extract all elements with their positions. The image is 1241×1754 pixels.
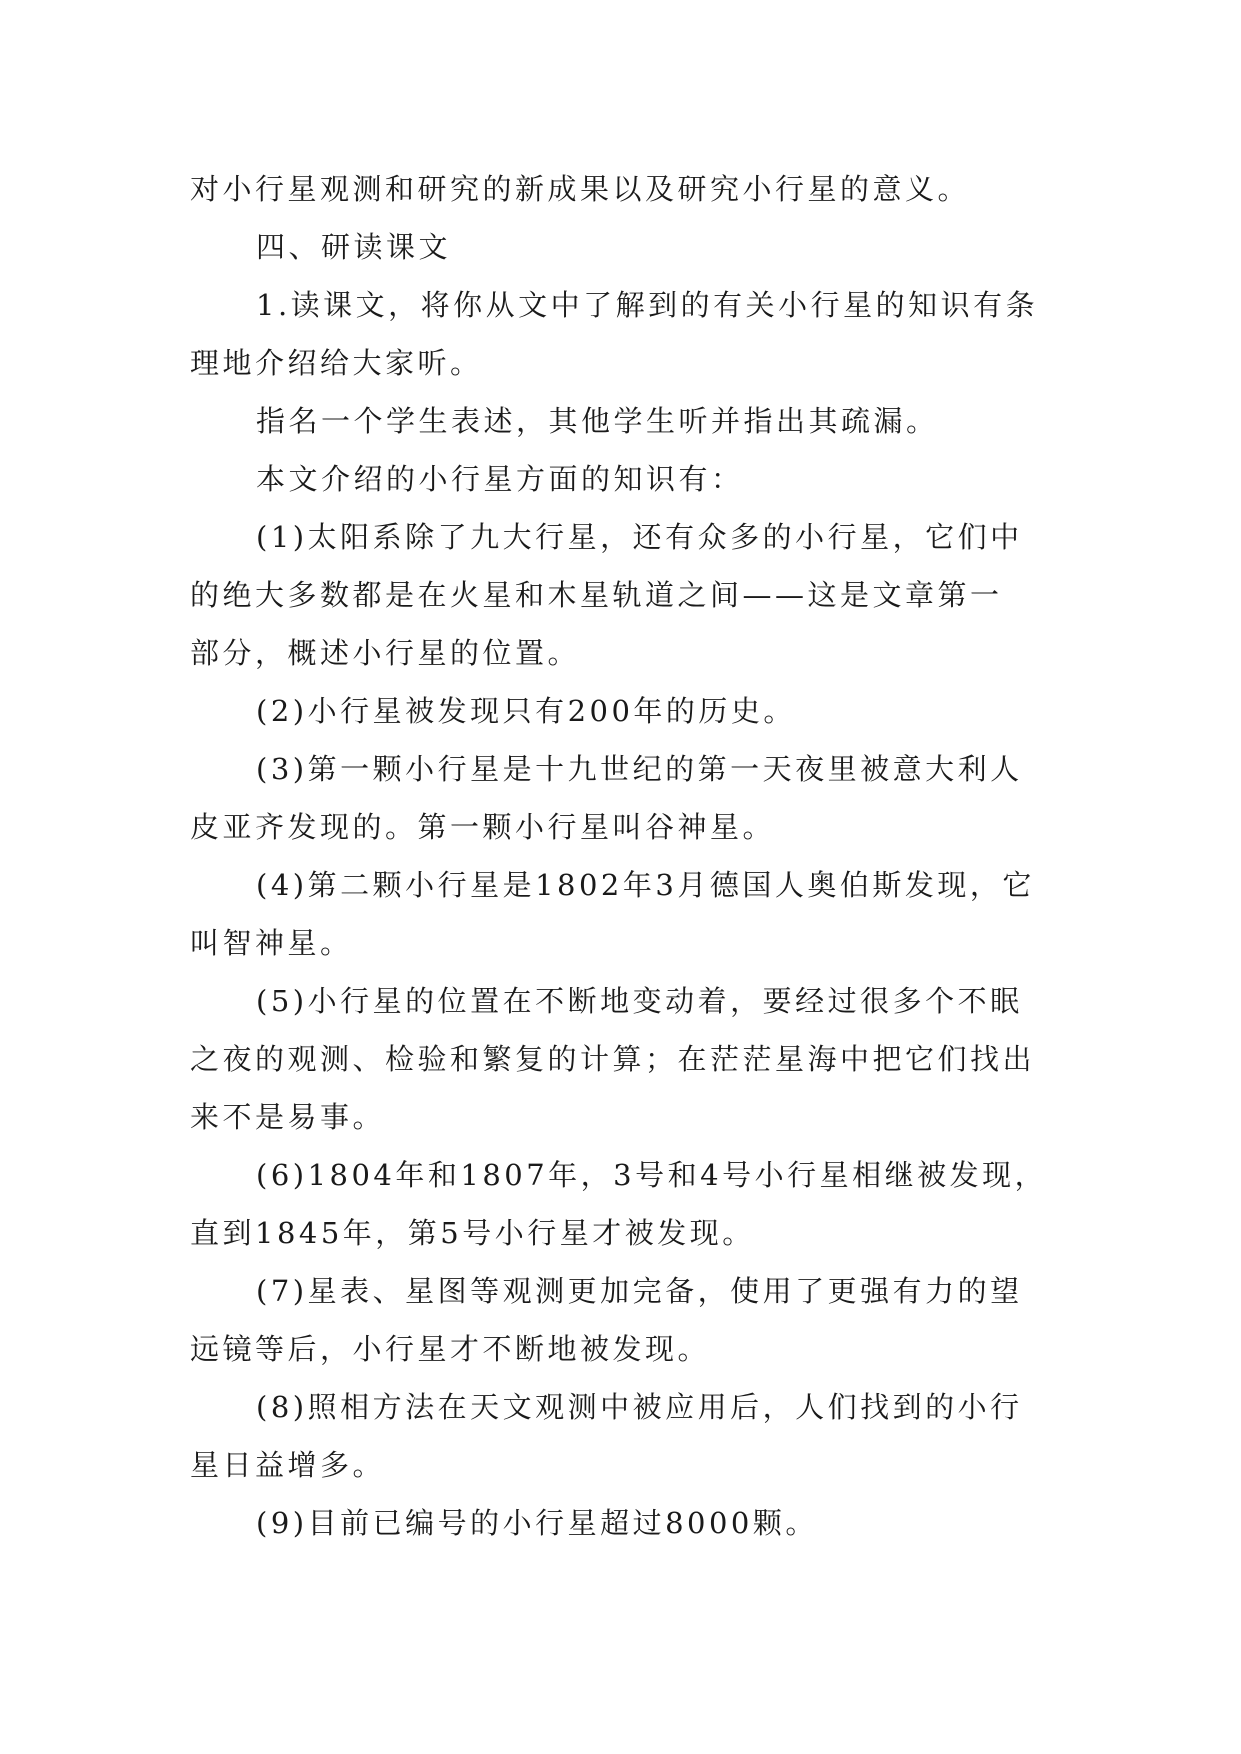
paragraph-line: 对小行星观测和研究的新成果以及研究小行星的意义。 (190, 172, 971, 206)
list-item-line: (4)第二颗小行星是1802年3月德国人奥伯斯发现，它 (256, 868, 1035, 902)
section-heading: 四、研读课文 (256, 230, 452, 264)
list-item-line: (2)小行星被发现只有200年的历史。 (256, 694, 796, 728)
list-item-line: 星日益增多。 (190, 1448, 386, 1482)
paragraph-line: 1.读课文，将你从文中了解到的有关小行星的知识有条 (256, 288, 1039, 322)
list-item-line: 直到1845年，第5号小行星才被发现。 (190, 1216, 755, 1250)
list-item-line: 皮亚齐发现的。第一颗小行星叫谷神星。 (190, 810, 776, 844)
list-item-line: (5)小行星的位置在不断地变动着，要经过很多个不眠 (256, 984, 1023, 1018)
list-item-line: 来不是易事。 (190, 1100, 386, 1134)
list-item-line: 的绝大多数都是在火星和木星轨道之间——这是文章第一 (190, 578, 1003, 612)
list-item-line: (7)星表、星图等观测更加完备，使用了更强有力的望 (256, 1274, 1023, 1308)
document-body (190, 160, 1070, 1552)
list-item-line: 远镜等后，小行星才不断地被发现。 (190, 1332, 711, 1366)
list-item-line: (8)照相方法在天文观测中被应用后，人们找到的小行 (256, 1390, 1023, 1424)
paragraph-line: 本文介绍的小行星方面的知识有： (256, 462, 744, 496)
list-item-line: (6)1804年和1807年，3号和4号小行星相继被发现， (256, 1158, 1048, 1192)
list-item-line: 之夜的观测、检验和繁复的计算；在茫茫星海中把它们找出 (190, 1042, 1036, 1076)
list-item-line: (9)目前已编号的小行星超过8000颗。 (256, 1506, 818, 1540)
list-item-line: 部分，概述小行星的位置。 (190, 636, 581, 670)
list-item-line: 叫智神星。 (190, 926, 353, 960)
paragraph-line: 理地介绍给大家听。 (190, 346, 483, 380)
list-item-line: (1)太阳系除了九大行星，还有众多的小行星，它们中 (256, 520, 1023, 554)
paragraph-line: 指名一个学生表述，其他学生听并指出其疏漏。 (256, 404, 939, 438)
list-item-line: (3)第一颗小行星是十九世纪的第一天夜里被意大利人 (256, 752, 1023, 786)
